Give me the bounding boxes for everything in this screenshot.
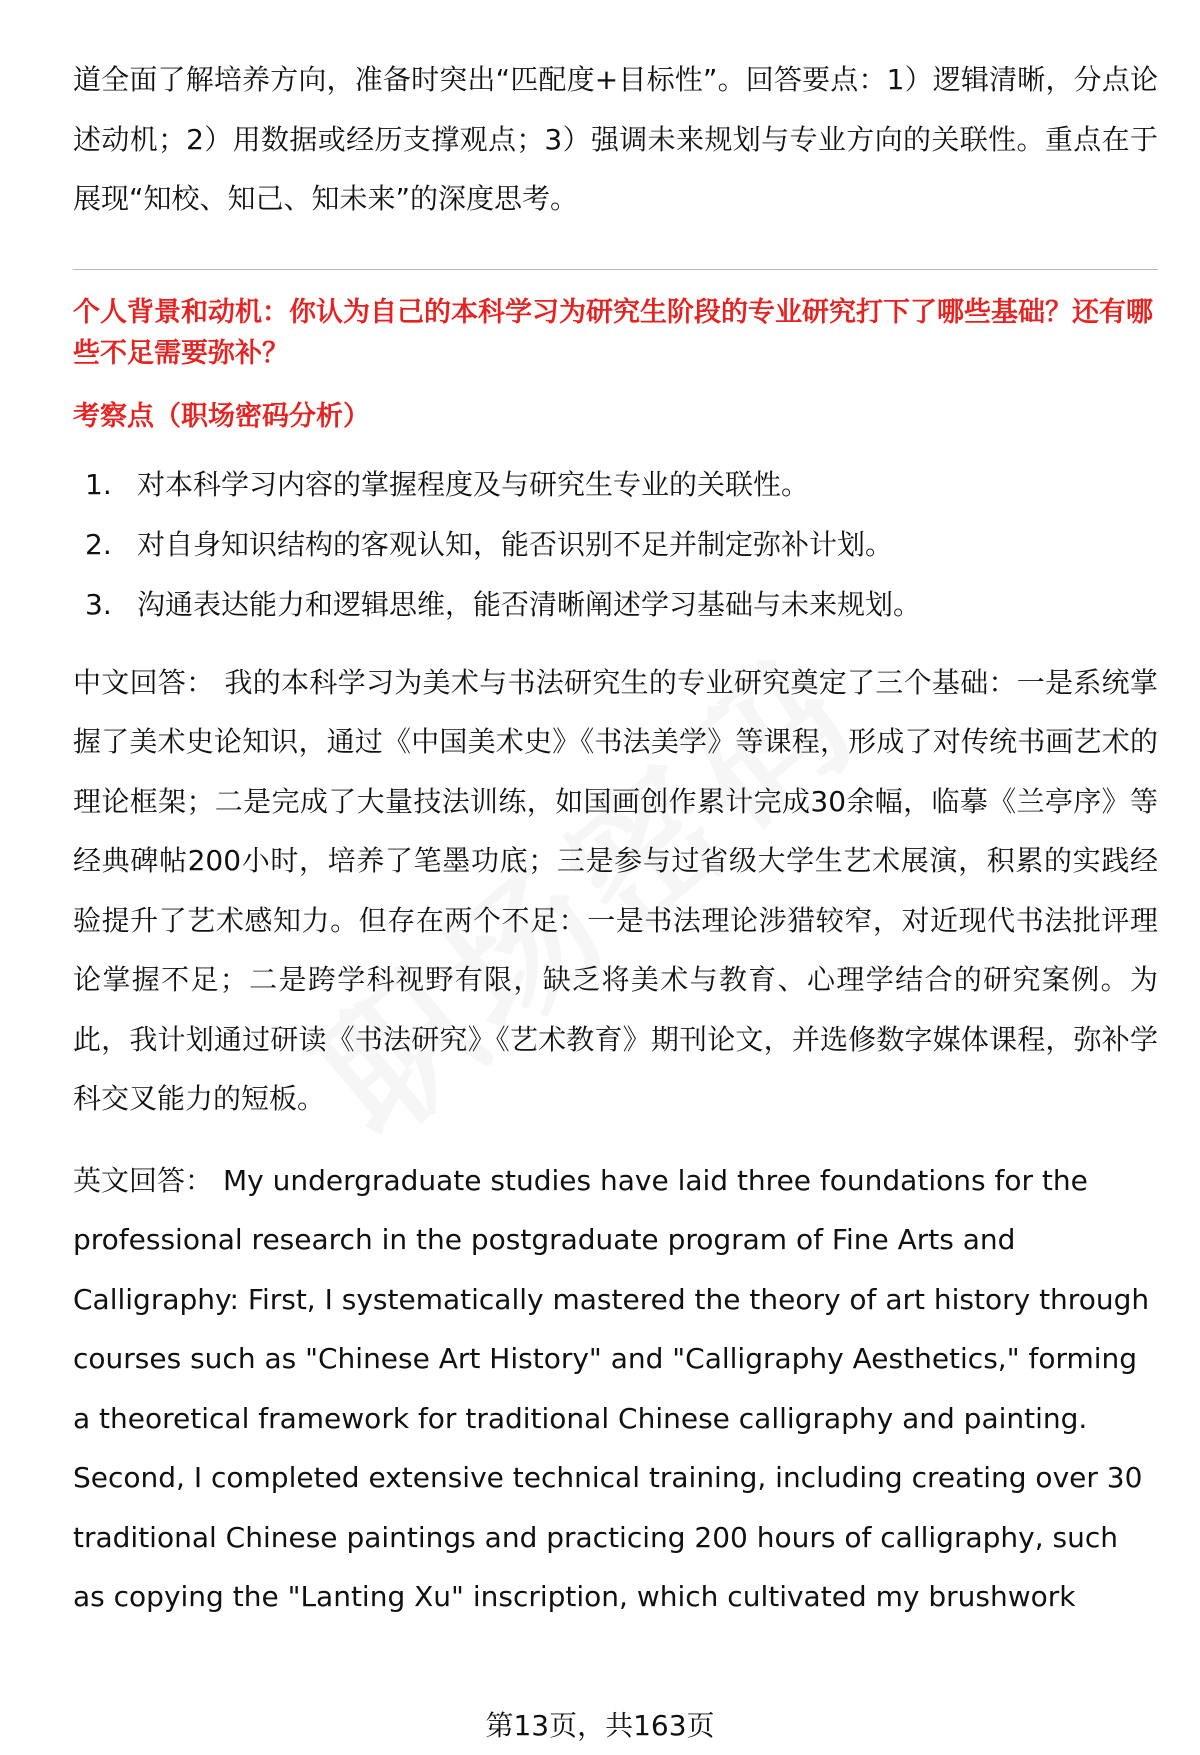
chinese-answer-label: 中文回答：	[73, 665, 215, 699]
page-number-footer: 第13页，共163页	[485, 1709, 715, 1742]
exam-points-heading: 考察点（职场密码分析）	[73, 400, 370, 432]
list-item-text: 对自身知识结构的客观认知，能否识别不足并制定弥补计划。	[137, 527, 894, 561]
exam-points-list	[73, 455, 1158, 635]
list-item	[73, 455, 1158, 515]
english-answer-text: My undergraduate studies have laid three foundations for the professional research in the postgraduate program of Fine Arts and Calligraphy: First, I systematically mastered the theory of art history through courses such as "Chinese Art History" and "Calligraphy Aesthetics," forming a theoretical framework for traditional Chinese calligraphy and painting. Second, I completed extensive technical training, including creating over 30 traditional Chinese paintings and practicing 200 hours of calligraphy, such as copying the "Lanting Xu" inscription, which cultivated my brushwork	[73, 1163, 1150, 1613]
list-item-number: 3.	[85, 587, 112, 621]
question-heading: 个人背景和动机：你认为自己的本科学习为研究生阶段的专业研究打下了哪些基础？还有哪些不足需要弥补？	[73, 296, 1153, 369]
list-item-number: 2.	[85, 527, 112, 561]
chinese-answer	[73, 653, 1158, 1129]
list-item-text: 对本科学习内容的掌握程度及与研究生专业的关联性。	[137, 467, 810, 501]
list-item	[73, 515, 1158, 575]
list-item-text: 沟通表达能力和逻辑思维，能否清晰阐述学习基础与未来规划。	[137, 587, 922, 621]
intro-paragraph: 道全面了解培养方向，准备时突出“匹配度+目标性”。回答要点：1）逻辑清晰，分点论述动机；2）用数据或经历支撑观点；3）强调未来规划与专业方向的关联性。重点在于展现“知校、知己、知未来”的深度思考。	[73, 63, 1158, 215]
section-divider	[73, 269, 1158, 270]
list-item-number: 1.	[85, 467, 112, 501]
english-answer	[73, 1151, 1158, 1627]
english-answer-label: 英文回答：	[73, 1163, 214, 1197]
page-content	[73, 50, 1158, 1627]
list-item	[73, 575, 1158, 635]
chinese-answer-text: 我的本科学习为美术与书法研究生的专业研究奠定了三个基础：一是系统掌握了美术史论知识，通过《中国美术史》《书法美学》等课程，形成了对传统书画艺术的理论框架；二是完成了大量技法训练，如国画创作累计完成30余幅，临摹《兰亭序》等经典碑帖200小时，培养了笔墨功底；三是参与过省级大学生艺术展演，积累的实践经验提升了艺术感知力。但存在两个不足：一是书法理论涉猎较窄，对近现代书法批评理论掌握不足；二是跨学科视野有限，缺乏将美术与教育、心理学结合的研究案例。为此，我计划通过研读《书法研究》《艺术教育》期刊论文，并选修数字媒体课程，弥补学科交叉能力的短板。	[73, 665, 1158, 1115]
